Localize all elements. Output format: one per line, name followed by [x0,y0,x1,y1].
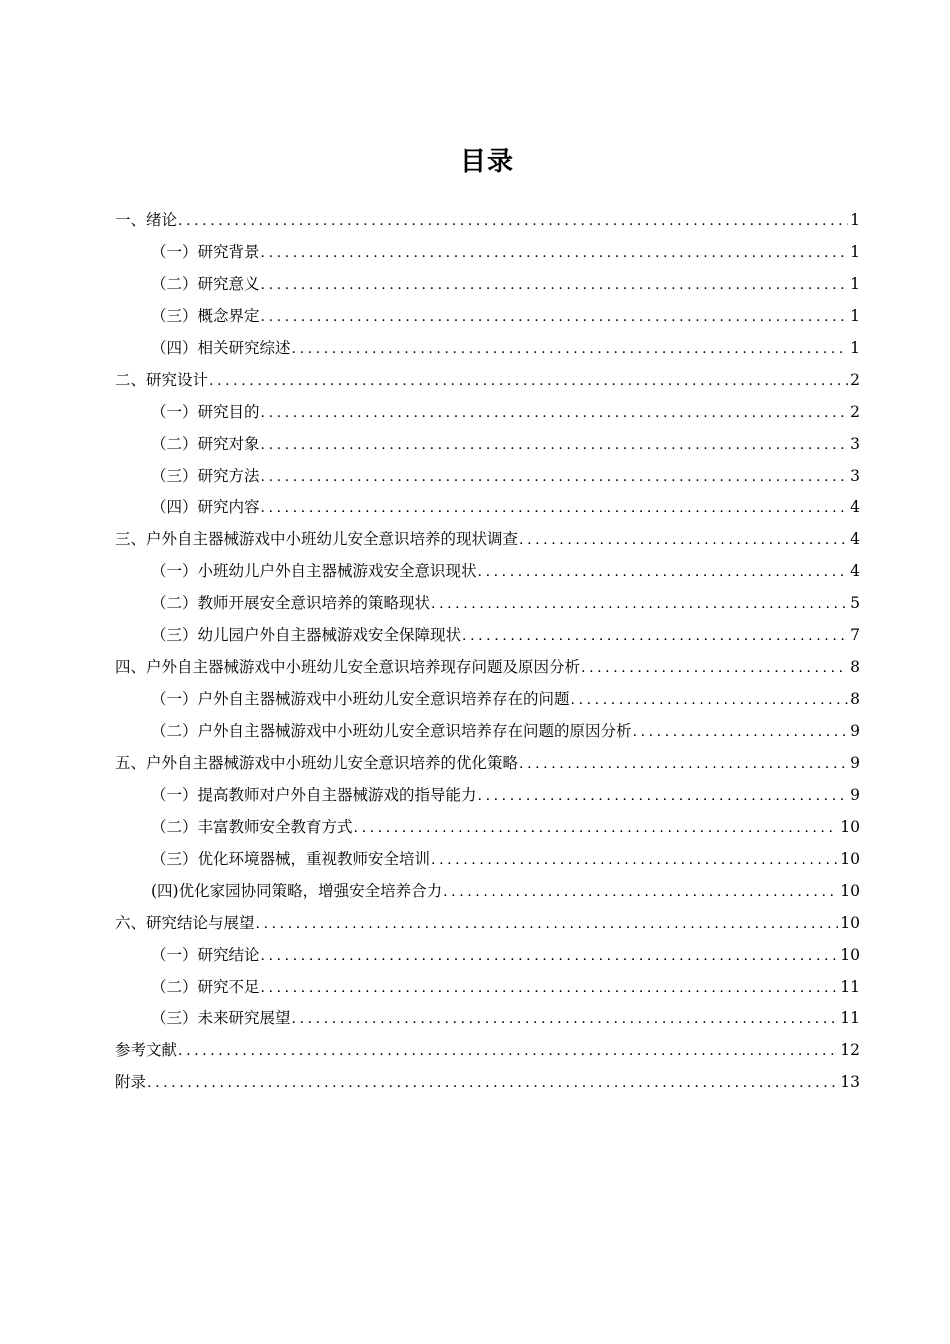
toc-dot-leader [633,717,849,748]
toc-entry[interactable] [115,269,860,301]
toc-dot-leader [209,366,848,397]
toc-dot-leader [571,685,849,716]
toc-entry-page-number: 1 [850,242,860,261]
toc-entry[interactable] [115,429,860,461]
toc-dot-leader [261,398,849,429]
toc-entry[interactable] [115,461,860,493]
toc-list [115,205,860,1099]
toc-dot-leader [581,653,848,684]
toc-dot-leader [256,909,839,940]
toc-dot-leader [261,238,849,269]
toc-entry-label: （一）提高教师对户外自主器械游戏的指导能力 [151,785,477,804]
toc-entry[interactable] [115,748,860,780]
toc-dot-leader [178,206,848,237]
toc-entry-page-number: 5 [850,594,860,613]
toc-entry-label: （二）研究不足 [151,977,260,996]
toc-entry-page-number: 8 [850,658,860,677]
toc-entry-page-number: 9 [850,785,860,804]
toc-entry[interactable] [115,333,860,365]
toc-entry[interactable] [115,652,860,684]
toc-entry-page-number: 3 [850,466,860,485]
toc-entry-label: 参考文献 [115,1041,178,1060]
toc-entry-page-number: 11 [840,1009,860,1028]
toc-entry[interactable] [115,556,860,588]
toc-dot-leader [178,1036,838,1067]
toc-entry[interactable] [115,588,860,620]
toc-entry-label: 一、绪论 [115,211,178,229]
toc-dot-leader [478,781,849,812]
toc-entry[interactable] [115,397,860,429]
toc-dot-leader [292,334,849,365]
toc-dot-leader [431,589,848,620]
toc-entry-page-number: 4 [850,498,860,517]
toc-title: 目录 [459,147,514,177]
toc-entry[interactable] [115,492,860,524]
toc-entry[interactable] [115,301,860,333]
toc-dot-leader [261,941,839,972]
toc-entry-page-number: 4 [850,530,860,549]
toc-entry[interactable] [115,1003,860,1035]
toc-dot-leader [261,430,849,461]
toc-dot-leader [443,877,838,908]
toc-entry-label: 二、研究设计 [115,370,209,389]
toc-dot-leader [261,302,849,333]
toc-dot-leader [519,525,848,556]
toc-entry-page-number: 1 [850,211,860,229]
toc-entry-page-number: 10 [840,849,860,868]
toc-entry-label: 三、户外自主器械游戏中小班幼儿安全意识培养的现状调查 [115,530,519,549]
toc-entry-label: （二）研究意义 [151,274,260,293]
toc-entry-page-number: 10 [840,913,860,932]
toc-entry[interactable] [115,205,860,237]
toc-entry-label: 四、户外自主器械游戏中小班幼儿安全意识培养现存问题及原因分析 [115,658,581,677]
toc-entry[interactable] [115,1067,860,1099]
toc-entry-label: （二）丰富教师安全教育方式 [151,817,353,836]
toc-entry[interactable] [115,620,860,652]
toc-entry-page-number: 7 [850,626,860,645]
toc-entry-label: （三）幼儿园户外自主器械游戏安全保障现状 [151,626,462,645]
toc-entry-label: （四）相关研究综述 [151,338,291,357]
toc-entry[interactable] [115,780,860,812]
toc-dot-leader [431,845,838,876]
toc-entry-label: （二）教师开展安全意识培养的策略现状 [151,594,431,613]
toc-entry-label: （一）研究结论 [151,945,260,964]
toc-dot-leader [478,557,849,588]
toc-entry-label: （二）户外自主器械游戏中小班幼儿安全意识培养存在问题的原因分析 [151,722,632,740]
toc-entry-label: 附录 [115,1073,147,1092]
toc-entry[interactable] [115,940,860,972]
toc-entry-label: 六、研究结论与展望 [115,913,255,932]
toc-entry-label: （三）未来研究展望 [151,1009,291,1028]
toc-dot-leader [261,462,849,493]
toc-entry[interactable] [115,908,860,940]
toc-dot-leader [261,493,849,524]
toc-dot-leader [261,973,839,1004]
toc-entry-page-number: 13 [840,1073,860,1092]
toc-entry-label: 五、户外自主器械游戏中小班幼儿安全意识培养的优化策略 [115,753,519,772]
toc-dot-leader [519,749,848,780]
toc-entry-page-number: 10 [840,881,860,900]
toc-entry-page-number: 12 [840,1041,860,1060]
toc-entry-label: （一）户外自主器械游戏中小班幼儿安全意识培养存在的问题 [151,690,570,709]
toc-dot-leader [462,621,848,652]
toc-entry-page-number: 3 [850,434,860,453]
toc-entry[interactable] [115,237,860,269]
toc-entry-page-number: 1 [850,306,860,325]
toc-entry[interactable] [115,365,860,397]
toc-entry-page-number: 1 [850,338,860,357]
toc-entry-label: （三）研究方法 [151,466,260,485]
toc-entry-label: (四)优化家园协同策略，增强安全培养合力 [151,881,443,900]
toc-dot-leader [354,813,839,844]
toc-entry-page-number: 10 [840,817,860,836]
toc-dot-leader [147,1068,838,1099]
toc-entry-label: （四）研究内容 [151,498,260,517]
toc-entry-label: （一）小班幼儿户外自主器械游戏安全意识现状 [151,562,477,581]
toc-entry-page-number: 4 [850,562,860,581]
toc-entry[interactable] [115,684,860,716]
toc-dot-leader [292,1004,839,1035]
toc-entry[interactable] [115,812,860,844]
toc-entry-page-number: 8 [850,690,860,709]
toc-entry[interactable] [115,716,860,748]
toc-entry[interactable] [115,876,860,908]
toc-entry[interactable] [115,844,860,876]
toc-entry-page-number: 9 [850,722,860,740]
toc-entry[interactable] [115,524,860,556]
toc-entry-label: （三）概念界定 [151,306,260,325]
toc-entry-label: （二）研究对象 [151,434,260,453]
toc-entry-page-number: 2 [850,402,860,421]
toc-entry-label: （一）研究目的 [151,402,260,421]
toc-entry-page-number: 1 [850,274,860,293]
toc-entry-page-number: 9 [850,753,860,772]
toc-entry[interactable] [115,1035,860,1067]
toc-entry-page-number: 11 [840,977,860,996]
toc-entry-label: （三）优化环境器械，重视教师安全培训 [151,849,431,868]
toc-entry-label: （一）研究背景 [151,242,260,261]
toc-entry[interactable] [115,972,860,1004]
toc-entry-page-number: 10 [840,945,860,964]
toc-dot-leader [261,270,849,301]
toc-entry-page-number: 2 [850,370,860,389]
